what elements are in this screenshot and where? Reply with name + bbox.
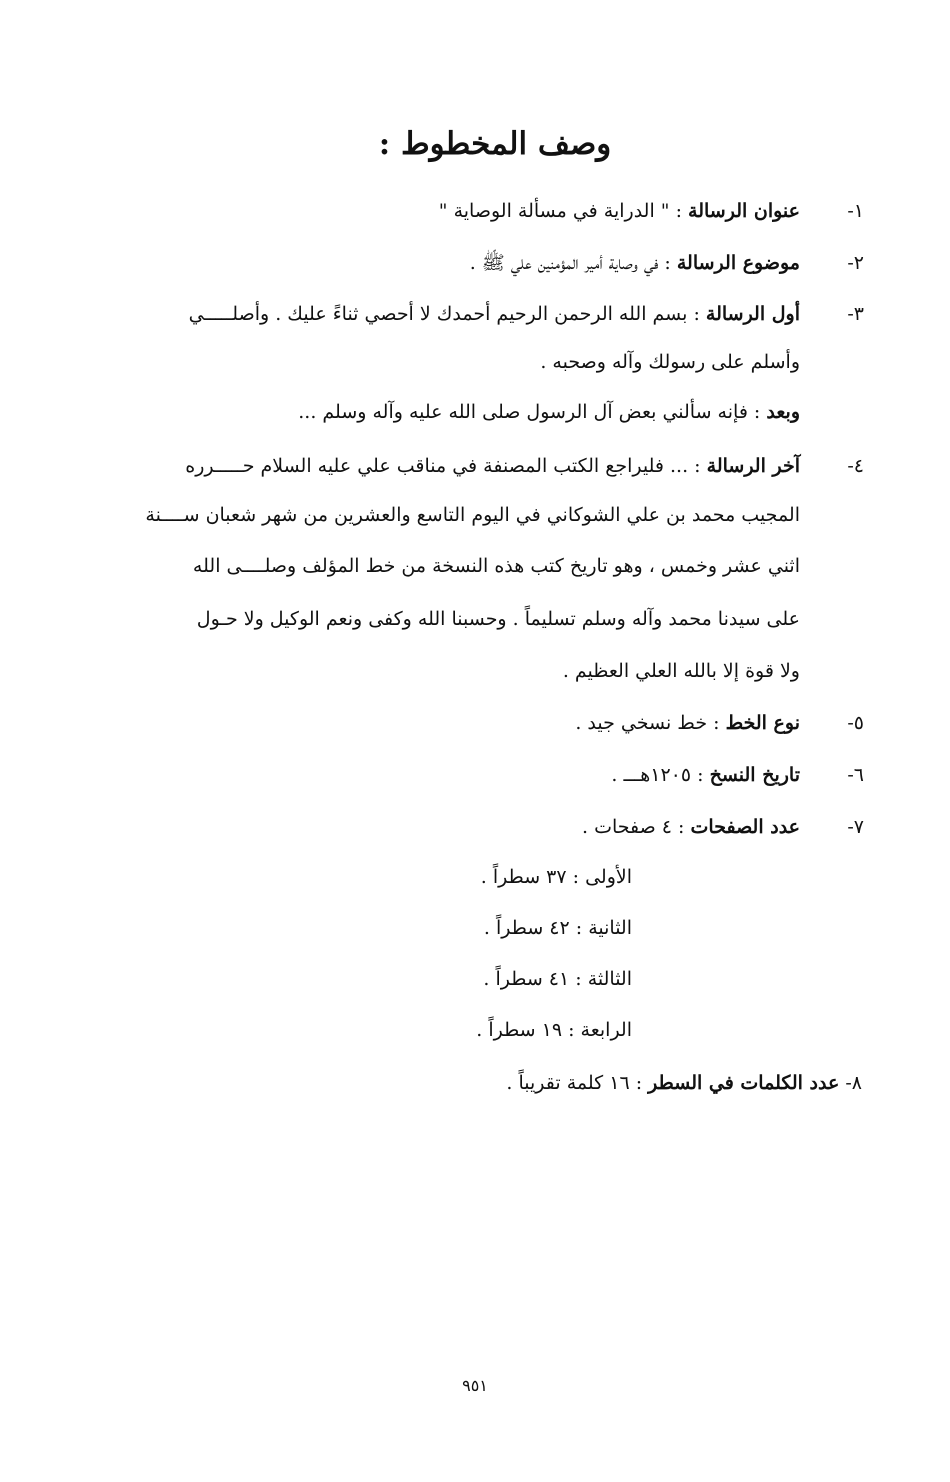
item-continuation: وأسلم على رسولك وآله وصحبه . [540,351,800,373]
item-number: ٤- [847,455,864,477]
page-title: وصف المخطوط : [378,126,612,162]
item-text: : ١٦ كلمة تقريباً . [506,1072,643,1094]
item-line [439,196,800,226]
item-line [110,451,800,481]
item-number: ٣- [847,303,864,325]
item-line [506,1068,862,1098]
item-number: ٦- [847,764,864,786]
item-continuation: اثني عشر وخمس ، وهو تاريخ كتب هذه النسخة من خط المؤلف وصلــــى الله [192,555,800,577]
item-line [611,760,800,790]
item-line [110,299,800,329]
item-continuation: على سيدنا محمد وآله وسلم تسليماً . وحسبنا الله وكفى ونعم الوكيل ولا حـول [196,608,800,630]
page-lines-entry: الأولى : ٣٧ سطراً . [480,866,632,888]
page-lines-entry: الثانية : ٤٢ سطراً . [483,917,632,939]
item-text: : بسم الله الرحمن الرحيم أحمدك لا أحصي ثناءً عليك . وأصلـــــي [188,303,700,325]
item-line [575,708,800,738]
item-label: عدد الكلمات في السطر [648,1072,840,1094]
item-number: ٨- [845,1072,862,1094]
item-text: : ١٢٠٥هـــ . [611,764,704,786]
item-continuation: المجيب محمد بن علي الشوكاني في اليوم التاسع والعشرين من شهر شعبان ســــنة [145,504,800,526]
item-text: : ... فليراجع الكتب المصنفة في مناقب علي عليه السلام حـــــرره [185,455,701,477]
item-label: وبعد [766,401,800,423]
item-number: ٧- [847,816,864,838]
item-label: عنوان الرسالة [688,200,800,222]
item-line [582,812,800,842]
item-label: آخر الرسالة [706,455,800,477]
page-lines-entry: الرابعة : ١٩ سطراً . [476,1019,632,1041]
item-text: : " الدراية في مسألة الوصاية " [438,200,682,222]
page-number: ٩٥١ [462,1376,488,1395]
page-lines-entry: الثالثة : ٤١ سطراً . [483,968,632,990]
item-label: أول الرسالة [705,303,800,325]
item-number: ٢- [847,252,864,274]
item-text: : فإنه سألني بعض آل الرسول صلى الله عليه وآله وسلم ... [298,401,761,423]
item-line [470,248,800,278]
item-label: تاريخ النسخ [709,764,800,786]
item-label: نوع الخط [725,712,800,734]
item-label: عدد الصفحات [690,816,800,838]
item-text: : خط نسخي جيد . [575,712,720,734]
item-text: : في وصاية أمير المؤمنين علي ﷺ . [469,252,671,274]
item-number: ٥- [847,712,864,734]
item-line [298,397,800,427]
item-label: موضوع الرسالة [676,252,800,274]
item-text: : ٤ صفحات . [581,816,685,838]
item-continuation: ولا قوة إلا بالله العلي العظيم . [562,660,800,682]
item-number: ١- [847,200,864,222]
